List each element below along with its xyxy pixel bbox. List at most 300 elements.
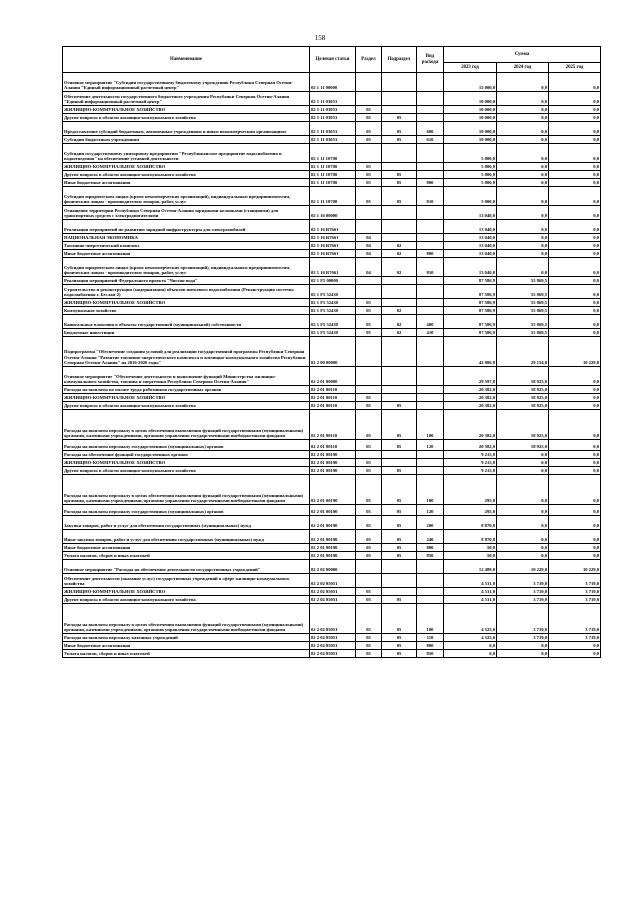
table-row (63, 650, 601, 658)
header-name: Наименование (63, 47, 310, 73)
row-amount-2025: 0,0 (549, 440, 601, 451)
row-amount-2025: 0,0 (549, 92, 601, 106)
table-row (63, 329, 601, 337)
header-code: Целевая статья (310, 47, 356, 73)
table-row (63, 386, 601, 394)
row-amount-2024: 0,0 (497, 187, 549, 206)
row-expense-type (417, 560, 444, 574)
row-section (356, 386, 382, 394)
row-target-code: 02 1 11 03053 (310, 106, 356, 114)
row-name: Основное мероприятие "Расходы на обеспечение деятельности государственных учреждений" (63, 560, 310, 574)
row-expense-type (417, 394, 444, 402)
row-amount-2023: 29 597,8 (444, 367, 497, 386)
row-subsection: 05 (382, 122, 417, 136)
row-target-code: 02 1 11 10700 (310, 144, 356, 163)
table-row (63, 171, 601, 179)
row-target-code: 02 2 01 00110 (310, 402, 356, 410)
row-subsection: 02 (382, 329, 417, 337)
row-subsection: 02 (382, 307, 417, 315)
row-amount-2024: 0,0 (497, 467, 549, 475)
row-amount-2023: 87 586,9 (444, 315, 497, 329)
row-amount-2024: 3 719,0 (497, 588, 549, 596)
row-amount-2024: 0,0 (497, 530, 549, 544)
row-target-code: 02 2 02 05051 (310, 604, 356, 634)
table-row (63, 604, 601, 634)
table-row (63, 467, 601, 475)
row-expense-type: 400 (417, 315, 444, 329)
table-row (63, 136, 601, 144)
row-amount-2023: 4 525,0 (444, 604, 497, 634)
row-target-code: 02 1 11 03053 (310, 122, 356, 136)
row-target-code: 02 2 01 00190 (310, 475, 356, 505)
row-name: НАЦИОНАЛЬНАЯ ЭКОНОМИКА (63, 234, 310, 242)
row-section: 05 (356, 171, 382, 179)
row-expense-type: 610 (417, 136, 444, 144)
row-target-code: 02 2 01 00110 (310, 410, 356, 440)
row-name: Расходы на обеспечение функций государственных органов (63, 451, 310, 459)
row-subsection: 05 (382, 634, 417, 642)
row-amount-2025: 0,0 (549, 475, 601, 505)
row-amount-2023: 9 215,8 (444, 451, 497, 459)
row-amount-2025: 10 229,0 (549, 337, 601, 367)
row-name: ЖИЛИЩНО-КОММУНАЛЬНОЕ ХОЗЯЙСТВО (63, 459, 310, 467)
row-name: Расходы на выплаты персоналу в целях обеспечения выполнения функций государственными (муниципальными) органами, казенными учреждениями, органами управления государственными внебюджетными фондами (63, 410, 310, 440)
table-row (63, 258, 601, 277)
row-name: Обеспечение деятельности (оказание услуг) государственных учреждений в сфере жилищно-коммунального хозяйства (63, 574, 310, 588)
table-row (63, 337, 601, 367)
row-amount-2023: 20 382,0 (444, 402, 497, 410)
row-target-code: 02 1 F5 52430 (310, 307, 356, 315)
row-amount-2025: 0,0 (549, 402, 601, 410)
row-amount-2024: 0,0 (497, 242, 549, 250)
row-amount-2024: 18 925,0 (497, 402, 549, 410)
row-amount-2023: 5 000,0 (444, 171, 497, 179)
row-amount-2024: 3 719,0 (497, 596, 549, 604)
row-expense-type (417, 386, 444, 394)
row-amount-2023: 87 586,9 (444, 299, 497, 307)
row-amount-2023: 12 489,0 (444, 560, 497, 574)
row-expense-type: 240 (417, 530, 444, 544)
row-amount-2023: 13 040,0 (444, 250, 497, 258)
row-amount-2024: 0,0 (497, 144, 549, 163)
row-amount-2024: 18 925,0 (497, 410, 549, 440)
row-expense-type (417, 402, 444, 410)
row-amount-2023: 50,0 (444, 552, 497, 560)
row-name: Другие вопросы в области жилищно-коммунального хозяйства (63, 171, 310, 179)
row-target-code: 02 1 16 R7661 (310, 250, 356, 258)
row-subsection: 05 (382, 410, 417, 440)
row-amount-2025: 0,0 (549, 459, 601, 467)
row-name: ЖИЛИЩНО-КОММУНАЛЬНОЕ ХОЗЯЙСТВО (63, 588, 310, 596)
row-amount-2025: 0,0 (549, 650, 601, 658)
table-row (63, 552, 601, 560)
row-name: Субсидии бюджетным учреждениям (63, 136, 310, 144)
row-subsection (382, 394, 417, 402)
row-name: Строительство и реконструкция (модернизация) объектов питьевого водоснабжения (Реконструкция системы водоснабжения г. Беслан-2) (63, 285, 310, 299)
row-section (356, 367, 382, 386)
row-amount-2025: 0,0 (549, 315, 601, 329)
table-row (63, 114, 601, 122)
table-row (63, 285, 601, 299)
row-name: Закупка товаров, работ и услуг для обеспечения государственных (муниципальных) нужд (63, 516, 310, 530)
table-row (63, 394, 601, 402)
row-section: 05 (356, 179, 382, 187)
row-amount-2025: 0,0 (549, 544, 601, 552)
row-expense-type (417, 367, 444, 386)
table-row (63, 475, 601, 505)
row-section: 05 (356, 114, 382, 122)
row-amount-2025: 0,0 (549, 505, 601, 516)
row-subsection (382, 588, 417, 596)
row-name: Коммунальное хозяйство (63, 307, 310, 315)
row-target-code: 02 2 02 05051 (310, 650, 356, 658)
row-name: Обеспечение деятельности государственного бюджетного учреждения Республики Северная Осетия-Алания "Единый информационный расчетный центр" (63, 92, 310, 106)
row-section: 05 (356, 402, 382, 410)
row-expense-type: 200 (417, 516, 444, 530)
row-amount-2025: 0,0 (549, 394, 601, 402)
row-amount-2024: 0,0 (497, 234, 549, 242)
row-expense-type (417, 106, 444, 114)
row-amount-2023: 295,0 (444, 505, 497, 516)
table-row (63, 179, 601, 187)
row-amount-2023: 6,0 (444, 642, 497, 650)
row-expense-type: 410 (417, 329, 444, 337)
header-section: Раздел (356, 47, 382, 73)
row-amount-2024: 55 869,5 (497, 285, 549, 299)
row-expense-type: 600 (417, 122, 444, 136)
row-subsection (382, 337, 417, 367)
row-name: Расходы на выплаты персоналу государственных (муниципальных) органов (63, 440, 310, 451)
row-amount-2024: 3 719,0 (497, 574, 549, 588)
row-name: Расходы на выплаты персоналу государственных (муниципальных) органов (63, 505, 310, 516)
row-section: 05 (356, 604, 382, 634)
row-subsection (382, 73, 417, 92)
row-section: 05 (356, 136, 382, 144)
row-section: 05 (356, 634, 382, 642)
budget-table (62, 46, 601, 658)
row-section (356, 574, 382, 588)
row-amount-2024: 18 925,0 (497, 394, 549, 402)
row-subsection (382, 277, 417, 285)
row-amount-2025: 0,0 (549, 163, 601, 171)
table-row (63, 163, 601, 171)
row-amount-2024: 18 925,0 (497, 386, 549, 394)
row-expense-type (417, 234, 444, 242)
row-target-code: 02 2 01 00190 (310, 451, 356, 459)
row-amount-2024: 0,0 (497, 544, 549, 552)
table-row (63, 402, 601, 410)
table-row (63, 642, 601, 650)
row-amount-2025: 0,0 (549, 171, 601, 179)
row-name: Расходы на выплаты по оплате труда работников государственных органов (63, 386, 310, 394)
row-amount-2023: 87 586,9 (444, 307, 497, 315)
table-row (63, 588, 601, 596)
row-section: 05 (356, 588, 382, 596)
row-amount-2023: 20 382,0 (444, 440, 497, 451)
row-amount-2025: 3 719,0 (549, 574, 601, 588)
header-expense-type: Вид расхода (417, 47, 444, 73)
row-section: 05 (356, 552, 382, 560)
row-amount-2023: 6,0 (444, 650, 497, 658)
row-section: 04 (356, 250, 382, 258)
row-amount-2023: 8 870,8 (444, 530, 497, 544)
row-target-code: 02 1 11 00000 (310, 73, 356, 92)
row-expense-type: 100 (417, 604, 444, 634)
row-amount-2024: 0,0 (497, 106, 549, 114)
row-amount-2024: 18 925,0 (497, 440, 549, 451)
row-amount-2025: 3 719,0 (549, 588, 601, 596)
row-name: ЖИЛИЩНО-КОММУНАЛЬНОЕ ХОЗЯЙСТВО (63, 163, 310, 171)
row-expense-type (417, 277, 444, 285)
row-section (356, 73, 382, 92)
row-amount-2025: 0,0 (549, 367, 601, 386)
row-subsection: 02 (382, 242, 417, 250)
row-subsection (382, 459, 417, 467)
row-amount-2025: 0,0 (549, 285, 601, 299)
row-section: 04 (356, 234, 382, 242)
row-amount-2023: 13 040,0 (444, 234, 497, 242)
row-amount-2024: 3 719,0 (497, 634, 549, 642)
row-amount-2025: 0,0 (549, 114, 601, 122)
row-amount-2024: 0,0 (497, 650, 549, 658)
row-expense-type (417, 299, 444, 307)
row-amount-2023: 4 525,0 (444, 634, 497, 642)
row-expense-type: 850 (417, 650, 444, 658)
table-row (63, 144, 601, 163)
row-name: Расходы на выплаты персоналу казенных учреждений (63, 634, 310, 642)
row-amount-2023: 8 870,8 (444, 516, 497, 530)
row-amount-2023: 5 000,0 (444, 144, 497, 163)
row-section: 05 (356, 459, 382, 467)
row-target-code: 02 2 01 00110 (310, 386, 356, 394)
row-subsection: 02 (382, 258, 417, 277)
row-section: 05 (356, 315, 382, 329)
row-amount-2024: 0,0 (497, 163, 549, 171)
row-expense-type (417, 144, 444, 163)
row-target-code: 02 2 01 00190 (310, 467, 356, 475)
row-amount-2023: 13 040,0 (444, 258, 497, 277)
row-expense-type: 850 (417, 552, 444, 560)
header-subsection: Подраздел (382, 47, 417, 73)
row-name: Топливно-энергетический комплекс (63, 242, 310, 250)
row-subsection: 02 (382, 250, 417, 258)
row-subsection (382, 367, 417, 386)
table-row (63, 367, 601, 386)
row-amount-2023: 4 531,0 (444, 596, 497, 604)
row-amount-2024: 55 869,5 (497, 329, 549, 337)
row-name: Подпрограмма "Обеспечение создания условий для реализации государственной программы Республики Северная Осетия-Алания "Развитие топливно-энергетического комплекса и жилищно-коммунального хозяйства Республики Северная Осетия-Алания" на 2016-2020 годы" (63, 337, 310, 367)
row-amount-2025: 0,0 (549, 552, 601, 560)
table-row (63, 544, 601, 552)
row-subsection (382, 451, 417, 459)
row-amount-2023: 20 382,0 (444, 394, 497, 402)
row-amount-2025: 0,0 (549, 410, 601, 440)
row-amount-2024: 18 925,0 (497, 367, 549, 386)
row-subsection: 05 (382, 516, 417, 530)
row-target-code: 02 1 F5 52430 (310, 299, 356, 307)
row-target-code: 02 2 01 00190 (310, 505, 356, 516)
row-name: Иные закупки товаров, работ и услуг для обеспечения государственных (муниципальных) нужд (63, 530, 310, 544)
row-target-code: 02 1 11 03053 (310, 136, 356, 144)
row-subsection: 05 (382, 604, 417, 634)
row-amount-2024: 10 229,0 (497, 560, 549, 574)
row-subsection: 02 (382, 315, 417, 329)
row-section (356, 220, 382, 234)
table-row (63, 250, 601, 258)
row-amount-2023: 50,0 (444, 544, 497, 552)
row-expense-type (417, 588, 444, 596)
row-amount-2025: 3 719,0 (549, 634, 601, 642)
row-expense-type (417, 285, 444, 299)
row-amount-2025: 0,0 (549, 642, 601, 650)
page-number: 158 (314, 34, 326, 42)
row-amount-2023: 87 586,9 (444, 329, 497, 337)
row-subsection (382, 206, 417, 220)
row-amount-2023: 13 040,0 (444, 220, 497, 234)
row-expense-type (417, 171, 444, 179)
row-name: Иные бюджетные ассигнования (63, 250, 310, 258)
row-target-code: 02 2 00 00000 (310, 337, 356, 367)
row-name: Уплата налогов, сборов и иных платежей (63, 650, 310, 658)
row-amount-2024: 55 869,5 (497, 307, 549, 315)
row-target-code: 02 2 02 05051 (310, 634, 356, 642)
row-expense-type (417, 220, 444, 234)
table-row (63, 410, 601, 440)
row-subsection (382, 163, 417, 171)
header-sum: Сумма (444, 47, 601, 63)
row-expense-type: 810 (417, 187, 444, 206)
row-amount-2023: 10 000,0 (444, 92, 497, 106)
row-amount-2023: 5 000,0 (444, 163, 497, 171)
row-target-code: 02 1 11 03053 (310, 92, 356, 106)
row-target-code: 02 1 16 R7661 (310, 242, 356, 250)
row-amount-2024: 0,0 (497, 171, 549, 179)
row-section: 05 (356, 516, 382, 530)
row-section (356, 206, 382, 220)
row-amount-2023: 42 086,8 (444, 337, 497, 367)
row-name: Субсидии юридическим лицам (кроме некоммерческих организаций), индивидуальным предпринимателям, физическим лицам - производителям товаров, работ, услуг (63, 258, 310, 277)
row-target-code: 02 2 01 00190 (310, 516, 356, 530)
row-amount-2025: 0,0 (549, 106, 601, 114)
row-name: Реализация мероприятий по развитию зарядной инфраструктуры для электромобилей (63, 220, 310, 234)
row-name: Иные бюджетные ассигнования (63, 642, 310, 650)
table-row (63, 634, 601, 642)
row-name: Иные бюджетные ассигнования (63, 179, 310, 187)
row-target-code: 02 1 F5 00000 (310, 277, 356, 285)
row-expense-type: 120 (417, 505, 444, 516)
row-name: Основное мероприятие "Обеспечение деятельности и выполнение функций Министерства жилищно-коммунального хозяйства, топлива и энергетики Республики Северная Осетия-Алания" (63, 367, 310, 386)
row-section: 05 (356, 122, 382, 136)
row-target-code: 02 2 02 00000 (310, 560, 356, 574)
row-section: 05 (356, 394, 382, 402)
row-amount-2024: 55 869,5 (497, 277, 549, 285)
row-section: 05 (356, 307, 382, 315)
row-target-code: 02 2 01 00190 (310, 530, 356, 544)
row-amount-2025: 0,0 (549, 277, 601, 285)
table-row (63, 220, 601, 234)
row-amount-2024: 3 719,0 (497, 604, 549, 634)
row-name: Капитальные вложения в объекты государственной (муниципальной) собственности (63, 315, 310, 329)
row-section (356, 285, 382, 299)
row-subsection: 05 (382, 402, 417, 410)
row-amount-2023: 10 000,0 (444, 106, 497, 114)
row-amount-2023: 5 000,0 (444, 187, 497, 206)
row-target-code: 02 1 11 10700 (310, 171, 356, 179)
row-amount-2025: 0,0 (549, 250, 601, 258)
table-row (63, 73, 601, 92)
row-amount-2023: 10 000,0 (444, 122, 497, 136)
row-section: 05 (356, 642, 382, 650)
table-row (63, 505, 601, 516)
row-target-code: 02 2 01 00110 (310, 440, 356, 451)
row-name: ЖИЛИЩНО-КОММУНАЛЬНОЕ ХОЗЯЙСТВО (63, 394, 310, 402)
row-amount-2023: 87 586,9 (444, 285, 497, 299)
row-section (356, 451, 382, 459)
row-amount-2025: 0,0 (549, 386, 601, 394)
row-expense-type (417, 242, 444, 250)
row-amount-2025: 3 719,0 (549, 604, 601, 634)
row-target-code: 02 2 01 00000 (310, 367, 356, 386)
row-name: Иные бюджетные ассигнования (63, 544, 310, 552)
header-year-2025: 2025 год (549, 63, 601, 73)
row-amount-2025: 0,0 (549, 242, 601, 250)
row-name: Субсидии государственному унитарному предприятию "Республиканское предприятие водоснабжения и водоотведения" на обеспечение уставной деятельности (63, 144, 310, 163)
row-amount-2025: 0,0 (549, 136, 601, 144)
row-subsection: 05 (382, 171, 417, 179)
row-amount-2025: 0,0 (549, 307, 601, 315)
row-amount-2025: 0,0 (549, 73, 601, 92)
row-amount-2025: 0,0 (549, 206, 601, 220)
table-row (63, 574, 601, 588)
row-expense-type: 800 (417, 179, 444, 187)
row-target-code: 02 1 11 03053 (310, 114, 356, 122)
row-name: Другие вопросы в области жилищно-коммунального хозяйства (63, 596, 310, 604)
row-expense-type (417, 92, 444, 106)
table-row (63, 516, 601, 530)
row-amount-2023: 9 215,8 (444, 467, 497, 475)
row-section: 05 (356, 596, 382, 604)
table-row (63, 459, 601, 467)
row-subsection (382, 234, 417, 242)
row-expense-type (417, 459, 444, 467)
row-target-code: 02 2 01 00190 (310, 544, 356, 552)
row-expense-type (417, 337, 444, 367)
row-target-code: 02 1 11 10700 (310, 163, 356, 171)
table-row (63, 560, 601, 574)
row-amount-2025: 0,0 (549, 179, 601, 187)
row-amount-2024: 0,0 (497, 136, 549, 144)
row-amount-2024: 29 154,0 (497, 337, 549, 367)
row-section: 05 (356, 106, 382, 114)
table-row (63, 92, 601, 106)
row-expense-type: 120 (417, 440, 444, 451)
row-amount-2023: 10 000,0 (444, 136, 497, 144)
row-amount-2024: 0,0 (497, 552, 549, 560)
row-amount-2023: 15 000,0 (444, 73, 497, 92)
row-section: 05 (356, 505, 382, 516)
row-target-code: 02 2 01 00190 (310, 459, 356, 467)
row-amount-2024: 55 869,5 (497, 315, 549, 329)
row-name: Субсидии юридическим лицам (кроме некоммерческих организаций), индивидуальным предпринимателям, физическим лицам - производителям товаров, работ, услуг (63, 187, 310, 206)
row-section: 05 (356, 467, 382, 475)
row-subsection: 05 (382, 136, 417, 144)
row-target-code: 02 2 02 05051 (310, 588, 356, 596)
row-name: Бюджетные инвестиции (63, 329, 310, 337)
row-subsection: 05 (382, 475, 417, 505)
row-subsection: 05 (382, 440, 417, 451)
row-subsection: 05 (382, 179, 417, 187)
row-amount-2023: 4 531,0 (444, 588, 497, 596)
